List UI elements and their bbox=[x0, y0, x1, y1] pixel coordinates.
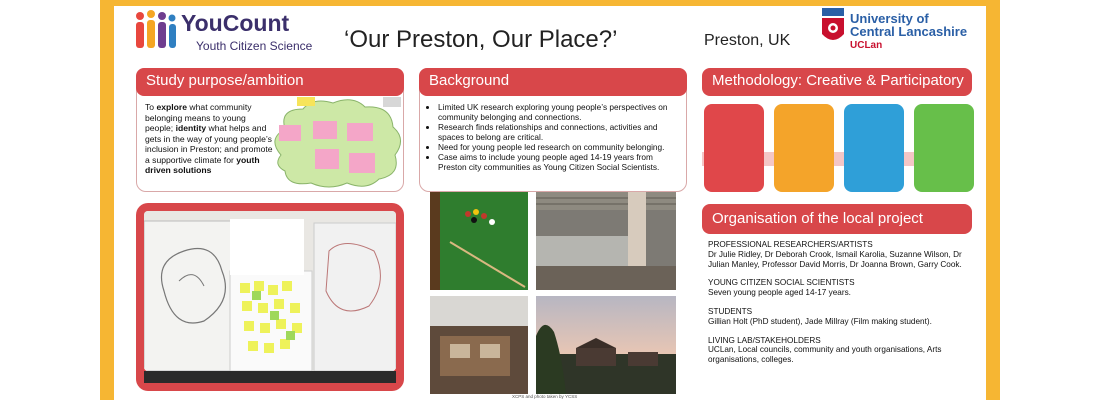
list-item: • Research finds relationships and connections, activities and spaces to belong are critical. bbox=[438, 122, 678, 142]
people-figures-icon bbox=[134, 8, 178, 52]
org-section-body: Seven young people aged 14-17 years. bbox=[708, 288, 851, 298]
study-purpose-heading: Study purpose/ambition bbox=[136, 68, 404, 96]
logo-subtitle: Youth Citizen Science bbox=[196, 39, 313, 53]
university-name: University of Central Lancashire bbox=[850, 11, 968, 39]
org-section-title: STUDENTS bbox=[708, 306, 753, 316]
workshop-photo-frame bbox=[136, 203, 404, 391]
methodology-heading: Methodology: Creative & Participatory bbox=[702, 68, 972, 96]
background-panel bbox=[419, 68, 687, 192]
photo-caption-bar bbox=[144, 371, 396, 383]
org-section-body: UCLan, Local councils, community and youth organisations, Arts organisations, colleges. bbox=[708, 345, 942, 365]
org-section-title: LIVING LAB/STAKEHOLDERS bbox=[708, 335, 821, 345]
poster bbox=[114, 6, 986, 400]
method-step-box bbox=[914, 104, 974, 192]
poster-title: ‘Our Preston, Our Place?’ bbox=[344, 26, 618, 53]
method-step-box bbox=[844, 104, 904, 192]
study-purpose-text: To explore what community belonging means to young people; identity what helps and gets in the way of young people’s inclusion in Preston; and promote a supportive climate for youth driven solutions bbox=[145, 102, 273, 175]
poster-frame-right bbox=[986, 0, 1000, 400]
university-crest-icon bbox=[820, 8, 846, 48]
photo-credit: XCPS and photo taken by YCSS bbox=[512, 394, 578, 399]
organisation-body bbox=[708, 240, 970, 365]
workshop-question-card bbox=[230, 219, 304, 275]
workshop-photo bbox=[144, 211, 396, 371]
cafe-interior-photo bbox=[430, 296, 528, 394]
background-heading: Background bbox=[419, 68, 687, 96]
logo-title: YouCount bbox=[181, 10, 290, 36]
snooker-table-photo bbox=[430, 192, 528, 290]
organisation-heading: Organisation of the local project bbox=[702, 204, 972, 234]
list-item: • Need for young people led research on community belonging. bbox=[438, 142, 678, 152]
organisation-panel bbox=[702, 204, 972, 394]
org-section-body: Gillian Holt (PhD student), Jade Millray (Film making student). bbox=[708, 316, 932, 326]
sunset-street-photo bbox=[536, 296, 676, 394]
building-interior-photo bbox=[536, 192, 676, 290]
method-step-box bbox=[704, 104, 764, 192]
method-step-box bbox=[774, 104, 834, 192]
uclan-logo bbox=[820, 6, 980, 56]
org-section-body: Dr Julie Ridley, Dr Deborah Crook, Ismail Karolia, Suzanne Wilson, Dr Julian Manley, Professor David Morris, Dr Joanna Brown, Garry Cook. bbox=[708, 249, 962, 269]
university-abbr: UCLan bbox=[850, 40, 883, 51]
location-label: Preston, UK bbox=[704, 32, 791, 49]
poster-frame-left bbox=[100, 0, 114, 400]
list-item: • Case aims to include young people aged 14-19 years from Preston city communities as Young Citizen Social Scientists. bbox=[438, 152, 678, 172]
youcount-logo bbox=[134, 8, 313, 54]
study-purpose-panel bbox=[136, 68, 404, 192]
org-section-title: PROFESSIONAL RESEARCHERS/ARTISTS bbox=[708, 240, 873, 249]
background-list bbox=[438, 102, 678, 172]
methodology-panel bbox=[702, 68, 972, 198]
list-item: • Limited UK research exploring young people’s perspectives on community belonging and connections. bbox=[438, 102, 678, 122]
ideas-cloud-illustration bbox=[267, 95, 405, 191]
org-section-title: YOUNG CITIZEN SOCIAL SCIENTISTS bbox=[708, 278, 855, 288]
